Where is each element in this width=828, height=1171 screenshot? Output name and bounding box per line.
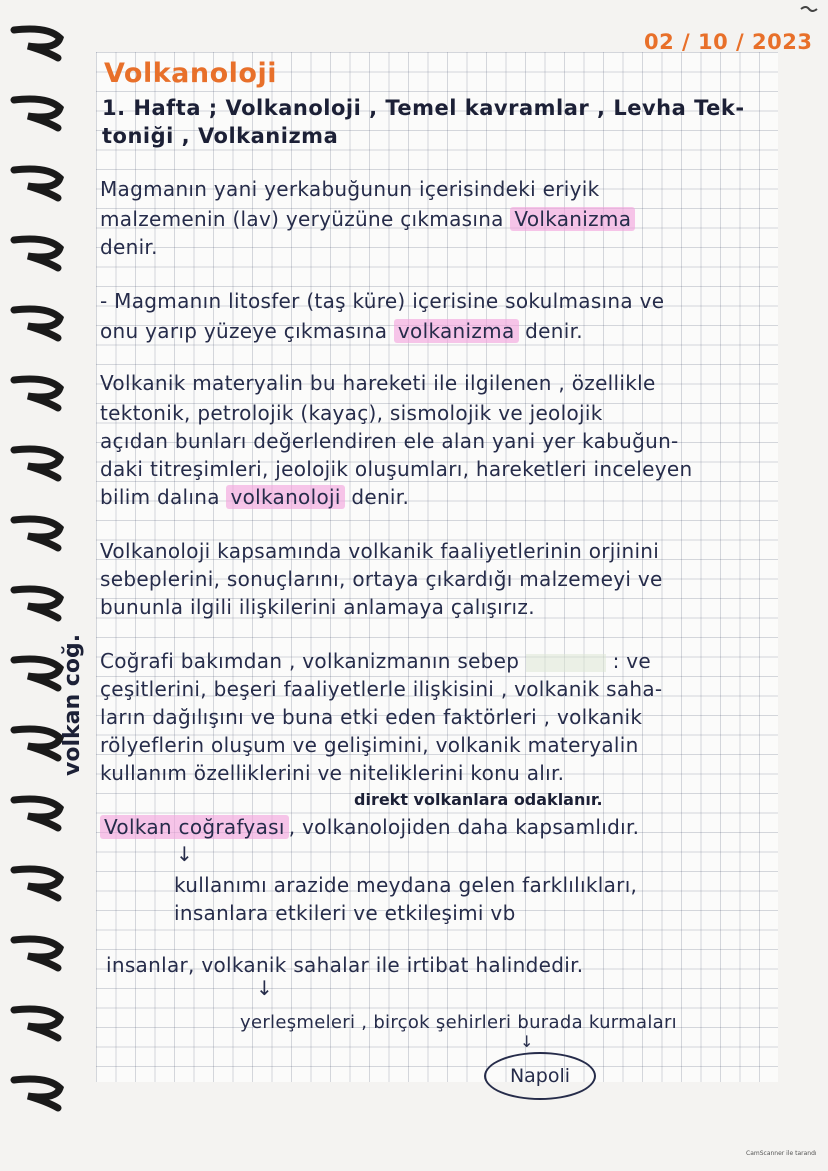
spiral-coil-icon: [8, 92, 68, 132]
p3-line-5-text: bilim dalına: [100, 485, 227, 509]
p3-line-5: [100, 484, 409, 510]
p2-line-2: [100, 318, 583, 344]
note-direkt-volkanlar: direkt volkanlara odaklanır.: [354, 790, 603, 809]
highlight-volkanoloji: volkanoloji: [226, 485, 344, 509]
p6-line-1-text: , volkanolojiden daha kapsamlıdır.: [288, 815, 640, 839]
p5-line-2: çeşitlerini, beşeri faaliyetlerle ilişkisini , volkanik saha-: [100, 677, 663, 701]
side-label: volkan coğ.: [60, 633, 85, 776]
down-arrow-icon: ↓: [256, 976, 273, 1000]
spiral-coil-icon: [8, 1072, 68, 1112]
page-title: Volkanoloji: [104, 58, 277, 89]
p5-line-5: kullanım özelliklerini ve niteliklerini konu alır.: [100, 761, 565, 785]
p3-line-3: açıdan bunları değerlendiren ele alan yani yer kabuğun-: [100, 429, 679, 453]
heading-line-2: toniği , Volkanizma: [102, 124, 339, 148]
p5-line-1: [100, 648, 651, 674]
p3-line-4: daki titreşimleri, jeolojik oluşumları, hareketleri inceleyen: [100, 457, 693, 481]
spiral-coil-icon: [8, 232, 68, 272]
spiral-coil-icon: [8, 862, 68, 902]
p6-line-3: insanlara etkileri ve etkileşimi vb: [174, 901, 516, 925]
p6-line-1: [100, 814, 639, 840]
spiral-coil-icon: [8, 162, 68, 202]
highlight-volkanizma: Volkanizma: [510, 207, 635, 231]
circled-napoli: [484, 1052, 596, 1100]
erased-text-smudge: [526, 654, 606, 672]
spiral-coil-icon: [8, 372, 68, 412]
p3-line-5-end: denir.: [344, 485, 410, 509]
p1-line-3: denir.: [100, 235, 158, 259]
spiral-coil-icon: [8, 442, 68, 482]
p1-line-2-text: malzemenin (lav) yeryüzüne çıkmasına: [100, 207, 511, 231]
p2-line-2-end: denir.: [518, 319, 583, 343]
p4-line-1: Volkanoloji kapsamında volkanik faaliyetlerinin orjinini: [100, 539, 660, 563]
p1-line-1: Magmanın yani yerkabuğunun içerisindeki eriyik: [100, 177, 600, 201]
scanner-watermark: CamScanner ile tarandı: [746, 1150, 817, 1157]
spiral-coil-icon: [8, 722, 68, 762]
spiral-coil-icon: [8, 652, 68, 692]
p5-line-1-text: Coğrafi bakımdan , volkanizmanın sebep: [100, 649, 526, 673]
down-arrow-icon: ↓: [520, 1032, 534, 1051]
highlight-volkan-cografyasi: Volkan coğrafyası: [100, 815, 289, 839]
heading-line-1: 1. Hafta ; Volkanoloji , Temel kavramlar , Levha Tek-: [102, 96, 745, 120]
p6-line-2: kullanımı arazide meydana gelen farklılıkları,: [174, 873, 638, 897]
spiral-coil-icon: [8, 932, 68, 972]
p4-line-2: sebeplerini, sonuçlarını, ortaya çıkardığı malzemeyi ve: [100, 567, 663, 591]
p2-line-1: - Magmanın litosfer (taş küre) içerisine sokulmasına ve: [100, 289, 665, 313]
spiral-coil-icon: [8, 792, 68, 832]
date: 02 / 10 / 2023: [644, 30, 813, 54]
p3-line-2: tektonik, petrolojik (kayaç), sismolojik ve jeolojik: [100, 401, 603, 425]
napoli-label: Napoli: [509, 1065, 571, 1087]
p5-line-4: rölyeflerin oluşum ve gelişimini, volkanik materyalin: [100, 733, 639, 757]
spiral-coil-icon: [8, 302, 68, 342]
p2-line-2-text: onu yarıp yüzeye çıkmasına: [100, 319, 394, 343]
down-arrow-icon: ↓: [176, 842, 193, 866]
spiral-coil-icon: [8, 22, 68, 62]
p5-line-1-end: : ve: [605, 649, 652, 673]
p4-line-3: bununla ilgili ilişkilerini anlamaya çalışırız.: [100, 595, 535, 619]
spiral-coil-icon: [8, 512, 68, 552]
corner-scribble-icon: [800, 4, 818, 14]
p7-line-2: yerleşmeleri , birçok şehirleri burada kurmaları: [240, 1012, 677, 1033]
p1-line-2: [100, 206, 635, 232]
p7-line-1: insanlar, volkanik sahalar ile irtibat halindedir.: [106, 953, 584, 977]
highlight-volkanizma-2: volkanizma: [394, 319, 519, 343]
p5-line-3: ların dağılışını ve buna etki eden faktörleri , volkanik: [100, 705, 643, 729]
spiral-coil-icon: [8, 1002, 68, 1042]
p3-line-1: Volkanik materyalin bu hareketi ile ilgilenen , özellikle: [100, 371, 656, 395]
spiral-coil-icon: [8, 582, 68, 622]
